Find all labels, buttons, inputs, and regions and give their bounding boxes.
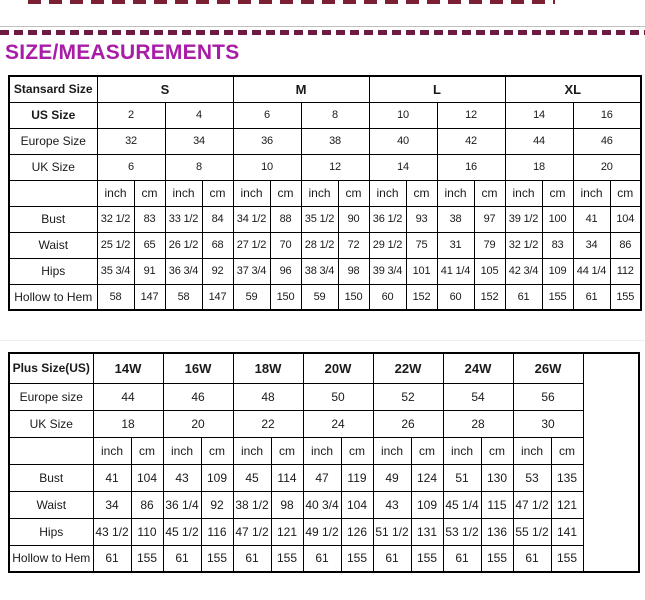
measure-value-cell: 65	[134, 232, 165, 258]
size-header-cell: M	[233, 76, 369, 102]
size-value-cell: 6	[97, 154, 165, 180]
size-header-cell: 18W	[233, 353, 303, 383]
measure-value-cell: 38	[437, 206, 474, 232]
measure-value-cell: 130	[481, 464, 513, 491]
dashed-separator-line	[0, 30, 645, 35]
measure-value-cell: 104	[131, 464, 163, 491]
measure-value-cell: 155	[610, 284, 641, 310]
unit-inch-label: inch	[573, 180, 610, 206]
measure-value-cell: 147	[202, 284, 233, 310]
measure-value-cell: 33 1/2	[165, 206, 202, 232]
size-value-cell: 6	[233, 102, 301, 128]
measure-value-cell: 104	[610, 206, 641, 232]
measure-value-cell: 34	[93, 491, 131, 518]
row-label: Europe Size	[9, 128, 97, 154]
measure-value-cell: 55 1/2	[513, 518, 551, 545]
measure-value-cell: 60	[437, 284, 474, 310]
standard-size-table-body	[9, 76, 641, 310]
measure-value-cell: 131	[411, 518, 443, 545]
measure-value-cell: 97	[474, 206, 505, 232]
measure-value-cell: 31	[437, 232, 474, 258]
row-label: Bust	[9, 464, 93, 491]
size-value-cell: 54	[443, 383, 513, 410]
measure-value-cell: 49 1/2	[303, 518, 341, 545]
size-value-cell: 18	[505, 154, 573, 180]
row-label: Hollow to Hem	[9, 545, 93, 572]
measure-value-cell: 61	[163, 545, 201, 572]
measure-value-cell: 37 3/4	[233, 258, 270, 284]
size-value-cell: 16	[437, 154, 505, 180]
unit-cm-label: cm	[542, 180, 573, 206]
unit-cm-label: cm	[411, 437, 443, 464]
measure-value-cell: 88	[270, 206, 301, 232]
unit-inch-label: inch	[301, 180, 338, 206]
measure-value-cell: 104	[341, 491, 373, 518]
plus-size-table	[8, 352, 640, 573]
measure-value-cell: 119	[341, 464, 373, 491]
size-value-cell: 46	[573, 128, 641, 154]
measure-value-cell: 141	[551, 518, 583, 545]
unit-cm-label: cm	[406, 180, 437, 206]
measure-value-cell: 115	[481, 491, 513, 518]
measure-value-cell: 116	[201, 518, 233, 545]
measure-value-cell: 109	[542, 258, 573, 284]
faint-divider-line	[0, 340, 645, 341]
clipped-text-remnant	[28, 0, 555, 4]
measure-value-cell: 136	[481, 518, 513, 545]
unit-inch-label: inch	[373, 437, 411, 464]
measure-value-cell: 61	[373, 545, 411, 572]
size-value-cell: 38	[301, 128, 369, 154]
measure-value-cell: 44 1/4	[573, 258, 610, 284]
unit-cm-label: cm	[551, 437, 583, 464]
measure-value-cell: 60	[369, 284, 406, 310]
size-value-cell: 40	[369, 128, 437, 154]
size-value-cell: 56	[513, 383, 583, 410]
measure-value-cell: 91	[134, 258, 165, 284]
unit-inch-label: inch	[303, 437, 341, 464]
unit-cm-label: cm	[474, 180, 505, 206]
measure-value-cell: 114	[271, 464, 303, 491]
size-value-cell: 46	[163, 383, 233, 410]
size-value-cell: 30	[513, 410, 583, 437]
measure-value-cell: 35 1/2	[301, 206, 338, 232]
size-value-cell: 20	[573, 154, 641, 180]
measure-value-cell: 59	[233, 284, 270, 310]
unit-inch-label: inch	[93, 437, 131, 464]
size-value-cell: 4	[165, 102, 233, 128]
measure-value-cell: 39 1/2	[505, 206, 542, 232]
measure-value-cell: 51	[443, 464, 481, 491]
size-value-cell: 44	[505, 128, 573, 154]
measure-value-cell: 121	[551, 491, 583, 518]
unit-cm-label: cm	[131, 437, 163, 464]
size-value-cell: 34	[165, 128, 233, 154]
measure-value-cell: 41	[93, 464, 131, 491]
size-header-cell: 16W	[163, 353, 233, 383]
size-value-cell: 44	[93, 383, 163, 410]
unit-cm-label: cm	[134, 180, 165, 206]
measure-value-cell: 40 3/4	[303, 491, 341, 518]
unit-inch-label: inch	[437, 180, 474, 206]
measure-value-cell: 43 1/2	[93, 518, 131, 545]
unit-cm-label: cm	[201, 437, 233, 464]
size-value-cell: 2	[97, 102, 165, 128]
measure-value-cell: 124	[411, 464, 443, 491]
measure-value-cell: 38 3/4	[301, 258, 338, 284]
size-value-cell: 48	[233, 383, 303, 410]
size-header-cell: 24W	[443, 353, 513, 383]
measure-value-cell: 61	[573, 284, 610, 310]
size-value-cell: 14	[369, 154, 437, 180]
measure-value-cell: 53	[513, 464, 551, 491]
measure-value-cell: 152	[474, 284, 505, 310]
measure-value-cell: 42 3/4	[505, 258, 542, 284]
measure-value-cell: 155	[542, 284, 573, 310]
measure-value-cell: 86	[610, 232, 641, 258]
measure-value-cell: 41	[573, 206, 610, 232]
row-label-empty	[9, 437, 93, 464]
unit-cm-label: cm	[481, 437, 513, 464]
measure-value-cell: 45 1/4	[443, 491, 481, 518]
measure-value-cell: 61	[93, 545, 131, 572]
unit-cm-label: cm	[271, 437, 303, 464]
measure-value-cell: 101	[406, 258, 437, 284]
size-value-cell: 12	[437, 102, 505, 128]
size-header-cell: XL	[505, 76, 641, 102]
measure-value-cell: 32 1/2	[505, 232, 542, 258]
row-label: UK Size	[9, 410, 93, 437]
measure-value-cell: 43	[373, 491, 411, 518]
size-header-cell: S	[97, 76, 233, 102]
unit-inch-label: inch	[443, 437, 481, 464]
size-value-cell: 12	[301, 154, 369, 180]
measure-value-cell: 96	[270, 258, 301, 284]
unit-cm-label: cm	[610, 180, 641, 206]
unit-inch-label: inch	[505, 180, 542, 206]
size-value-cell: 8	[301, 102, 369, 128]
measure-value-cell: 109	[201, 464, 233, 491]
row-label: Hips	[9, 258, 97, 284]
measure-value-cell: 83	[542, 232, 573, 258]
measure-value-cell: 92	[201, 491, 233, 518]
unit-inch-label: inch	[165, 180, 202, 206]
measure-value-cell: 25 1/2	[97, 232, 134, 258]
measure-value-cell: 61	[443, 545, 481, 572]
size-value-cell: 36	[233, 128, 301, 154]
measure-value-cell: 61	[505, 284, 542, 310]
measure-value-cell: 93	[406, 206, 437, 232]
measure-value-cell: 100	[542, 206, 573, 232]
measure-value-cell: 155	[131, 545, 163, 572]
measure-value-cell: 105	[474, 258, 505, 284]
size-header-cell: 26W	[513, 353, 583, 383]
size-value-cell: 16	[573, 102, 641, 128]
size-header-cell: 20W	[303, 353, 373, 383]
unit-cm-label: cm	[338, 180, 369, 206]
measure-value-cell: 155	[201, 545, 233, 572]
size-value-cell: 42	[437, 128, 505, 154]
measure-value-cell: 58	[165, 284, 202, 310]
measure-value-cell: 36 1/4	[163, 491, 201, 518]
page-title: SIZE/MEASUREMENTS	[5, 41, 240, 64]
unit-inch-label: inch	[513, 437, 551, 464]
measure-value-cell: 79	[474, 232, 505, 258]
size-value-cell: 32	[97, 128, 165, 154]
measure-value-cell: 39 3/4	[369, 258, 406, 284]
empty-column-cell	[583, 353, 639, 572]
measure-value-cell: 51 1/2	[373, 518, 411, 545]
measure-value-cell: 150	[338, 284, 369, 310]
measure-value-cell: 121	[271, 518, 303, 545]
corner-header-label: Stansard Size	[9, 76, 97, 102]
unit-inch-label: inch	[369, 180, 406, 206]
horizontal-rule	[0, 26, 645, 27]
row-label-empty	[9, 180, 97, 206]
measure-value-cell: 68	[202, 232, 233, 258]
measure-value-cell: 112	[610, 258, 641, 284]
measure-value-cell: 98	[271, 491, 303, 518]
measure-value-cell: 45 1/2	[163, 518, 201, 545]
measure-value-cell: 45	[233, 464, 271, 491]
measure-value-cell: 70	[270, 232, 301, 258]
measure-value-cell: 155	[271, 545, 303, 572]
size-value-cell: 50	[303, 383, 373, 410]
size-value-cell: 26	[373, 410, 443, 437]
measure-value-cell: 83	[134, 206, 165, 232]
measure-value-cell: 47 1/2	[233, 518, 271, 545]
measure-value-cell: 61	[303, 545, 341, 572]
measure-value-cell: 36 1/2	[369, 206, 406, 232]
measure-value-cell: 147	[134, 284, 165, 310]
measure-value-cell: 26 1/2	[165, 232, 202, 258]
size-value-cell: 52	[373, 383, 443, 410]
measure-value-cell: 43	[163, 464, 201, 491]
size-header-cell: L	[369, 76, 505, 102]
row-label: Hips	[9, 518, 93, 545]
measure-value-cell: 150	[270, 284, 301, 310]
measure-value-cell: 49	[373, 464, 411, 491]
size-value-cell: 10	[233, 154, 301, 180]
measure-value-cell: 155	[411, 545, 443, 572]
unit-inch-label: inch	[163, 437, 201, 464]
unit-cm-label: cm	[341, 437, 373, 464]
unit-cm-label: cm	[202, 180, 233, 206]
row-label: Hollow to Hem	[9, 284, 97, 310]
measure-value-cell: 126	[341, 518, 373, 545]
size-header-cell: 22W	[373, 353, 443, 383]
row-label: Bust	[9, 206, 97, 232]
size-value-cell: 20	[163, 410, 233, 437]
row-label: Waist	[9, 232, 97, 258]
measure-value-cell: 47	[303, 464, 341, 491]
measure-value-cell: 58	[97, 284, 134, 310]
size-value-cell: 28	[443, 410, 513, 437]
measure-value-cell: 36 3/4	[165, 258, 202, 284]
unit-inch-label: inch	[97, 180, 134, 206]
measure-value-cell: 32 1/2	[97, 206, 134, 232]
unit-cm-label: cm	[270, 180, 301, 206]
measure-value-cell: 29 1/2	[369, 232, 406, 258]
measure-value-cell: 155	[551, 545, 583, 572]
measure-value-cell: 75	[406, 232, 437, 258]
measure-value-cell: 98	[338, 258, 369, 284]
measure-value-cell: 155	[341, 545, 373, 572]
measure-value-cell: 72	[338, 232, 369, 258]
measure-value-cell: 86	[131, 491, 163, 518]
row-label: Europe size	[9, 383, 93, 410]
measure-value-cell: 135	[551, 464, 583, 491]
size-value-cell: 24	[303, 410, 373, 437]
corner-header-label: Plus Size(US)	[9, 353, 93, 383]
standard-size-table	[8, 75, 642, 311]
measure-value-cell: 155	[481, 545, 513, 572]
measure-value-cell: 38 1/2	[233, 491, 271, 518]
row-label: UK Size	[9, 154, 97, 180]
measure-value-cell: 92	[202, 258, 233, 284]
plus-size-table-body	[9, 353, 639, 572]
row-label: US Size	[9, 102, 97, 128]
size-value-cell: 8	[165, 154, 233, 180]
unit-inch-label: inch	[233, 180, 270, 206]
measure-value-cell: 35 3/4	[97, 258, 134, 284]
measure-value-cell: 41 1/4	[437, 258, 474, 284]
size-value-cell: 10	[369, 102, 437, 128]
size-value-cell: 18	[93, 410, 163, 437]
measure-value-cell: 61	[233, 545, 271, 572]
row-label: Waist	[9, 491, 93, 518]
measure-value-cell: 47 1/2	[513, 491, 551, 518]
measure-value-cell: 109	[411, 491, 443, 518]
measure-value-cell: 34	[573, 232, 610, 258]
size-header-cell: 14W	[93, 353, 163, 383]
measure-value-cell: 84	[202, 206, 233, 232]
unit-inch-label: inch	[233, 437, 271, 464]
measure-value-cell: 59	[301, 284, 338, 310]
measure-value-cell: 110	[131, 518, 163, 545]
measure-value-cell: 61	[513, 545, 551, 572]
size-value-cell: 14	[505, 102, 573, 128]
size-value-cell: 22	[233, 410, 303, 437]
measure-value-cell: 152	[406, 284, 437, 310]
measure-value-cell: 27 1/2	[233, 232, 270, 258]
measure-value-cell: 53 1/2	[443, 518, 481, 545]
measure-value-cell: 34 1/2	[233, 206, 270, 232]
measure-value-cell: 90	[338, 206, 369, 232]
measure-value-cell: 28 1/2	[301, 232, 338, 258]
